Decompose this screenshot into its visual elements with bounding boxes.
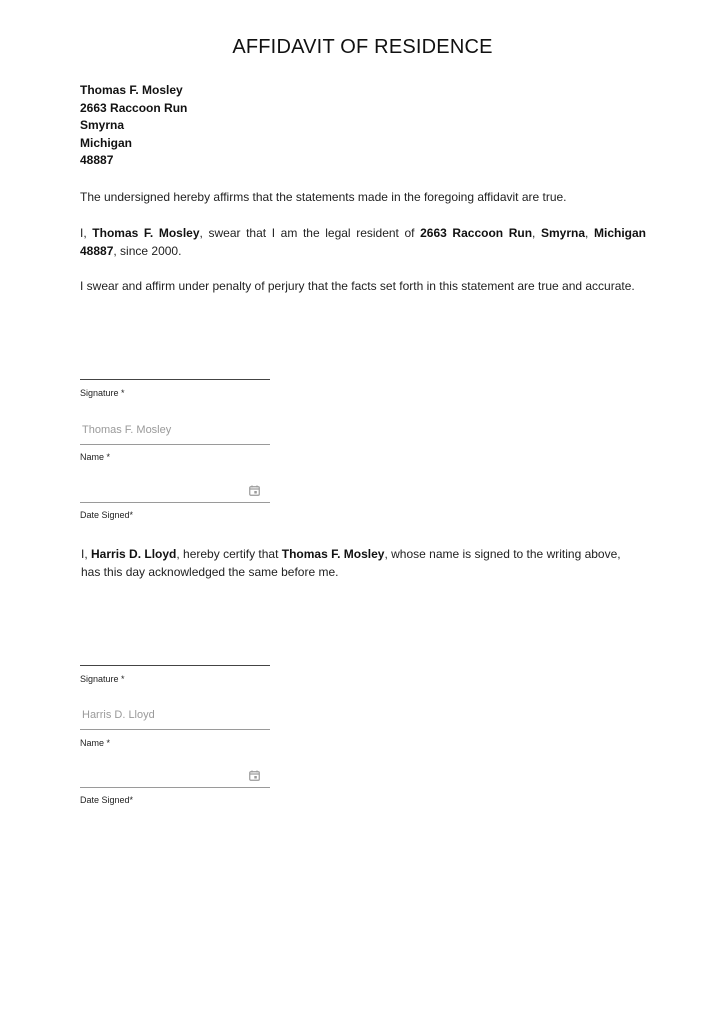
residency-city: Smyrna <box>541 226 586 240</box>
residency-suffix: , since 2000. <box>113 244 182 258</box>
notary-name-field[interactable]: Harris D. Lloyd <box>80 704 270 730</box>
residency-affiant-name: Thomas F. Mosley <box>92 226 200 240</box>
residency-middle: , swear that I am the legal resident of <box>199 226 421 240</box>
notary-suffix: , whose name is signed to the writing above, has this day acknowledged the same before me. <box>81 547 621 579</box>
address-state: Michigan <box>80 135 133 150</box>
notary-signature-line[interactable] <box>80 665 270 666</box>
address-city: Smyrna <box>80 118 125 133</box>
address-zip: 48887 <box>80 153 114 168</box>
address-block <box>80 82 187 170</box>
notary-name: Harris D. Lloyd <box>91 547 177 561</box>
affirmation-paragraph: The undersigned hereby affirms that the statements made in the foregoing affidavit are true. <box>80 190 567 204</box>
address-name: Thomas F. Mosley <box>80 83 183 97</box>
notary-signature-label: Signature * <box>80 674 125 684</box>
affiant-date-label: Date Signed* <box>80 510 134 520</box>
affiant-name-field[interactable]: Thomas F. Mosley <box>80 419 270 445</box>
notary-date-label: Date Signed* <box>80 795 134 805</box>
address-street: 2663 Raccoon Run <box>80 100 188 115</box>
residency-prefix: I, <box>80 226 93 240</box>
residency-sep1: , <box>532 226 541 240</box>
notary-prefix: I, <box>81 547 92 561</box>
calendar-icon[interactable] <box>249 485 260 496</box>
notary-date-field[interactable] <box>80 762 270 788</box>
residency-state-zip: Michigan 48887 <box>80 226 646 258</box>
notary-middle: , hereby certify that <box>176 547 282 561</box>
affiant-name-label: Name * <box>80 452 111 462</box>
affiant-signature-label: Signature * <box>80 388 125 398</box>
affiant-signature-line[interactable] <box>80 379 270 380</box>
affiant-date-field[interactable] <box>80 477 270 503</box>
residency-sep2: , <box>585 226 594 240</box>
notary-name-label: Name * <box>80 738 111 748</box>
residency-paragraph <box>80 224 646 260</box>
document-title: AFFIDAVIT OF RESIDENCE <box>232 36 493 58</box>
notary-paragraph <box>81 545 641 581</box>
residency-street: 2663 Raccoon Run <box>420 226 533 240</box>
calendar-icon[interactable] <box>249 770 260 781</box>
notary-affiant-name: Thomas F. Mosley <box>281 547 385 561</box>
perjury-paragraph: I swear and affirm under penalty of perjury that the facts set forth in this statement are true and accurate. <box>80 279 635 293</box>
